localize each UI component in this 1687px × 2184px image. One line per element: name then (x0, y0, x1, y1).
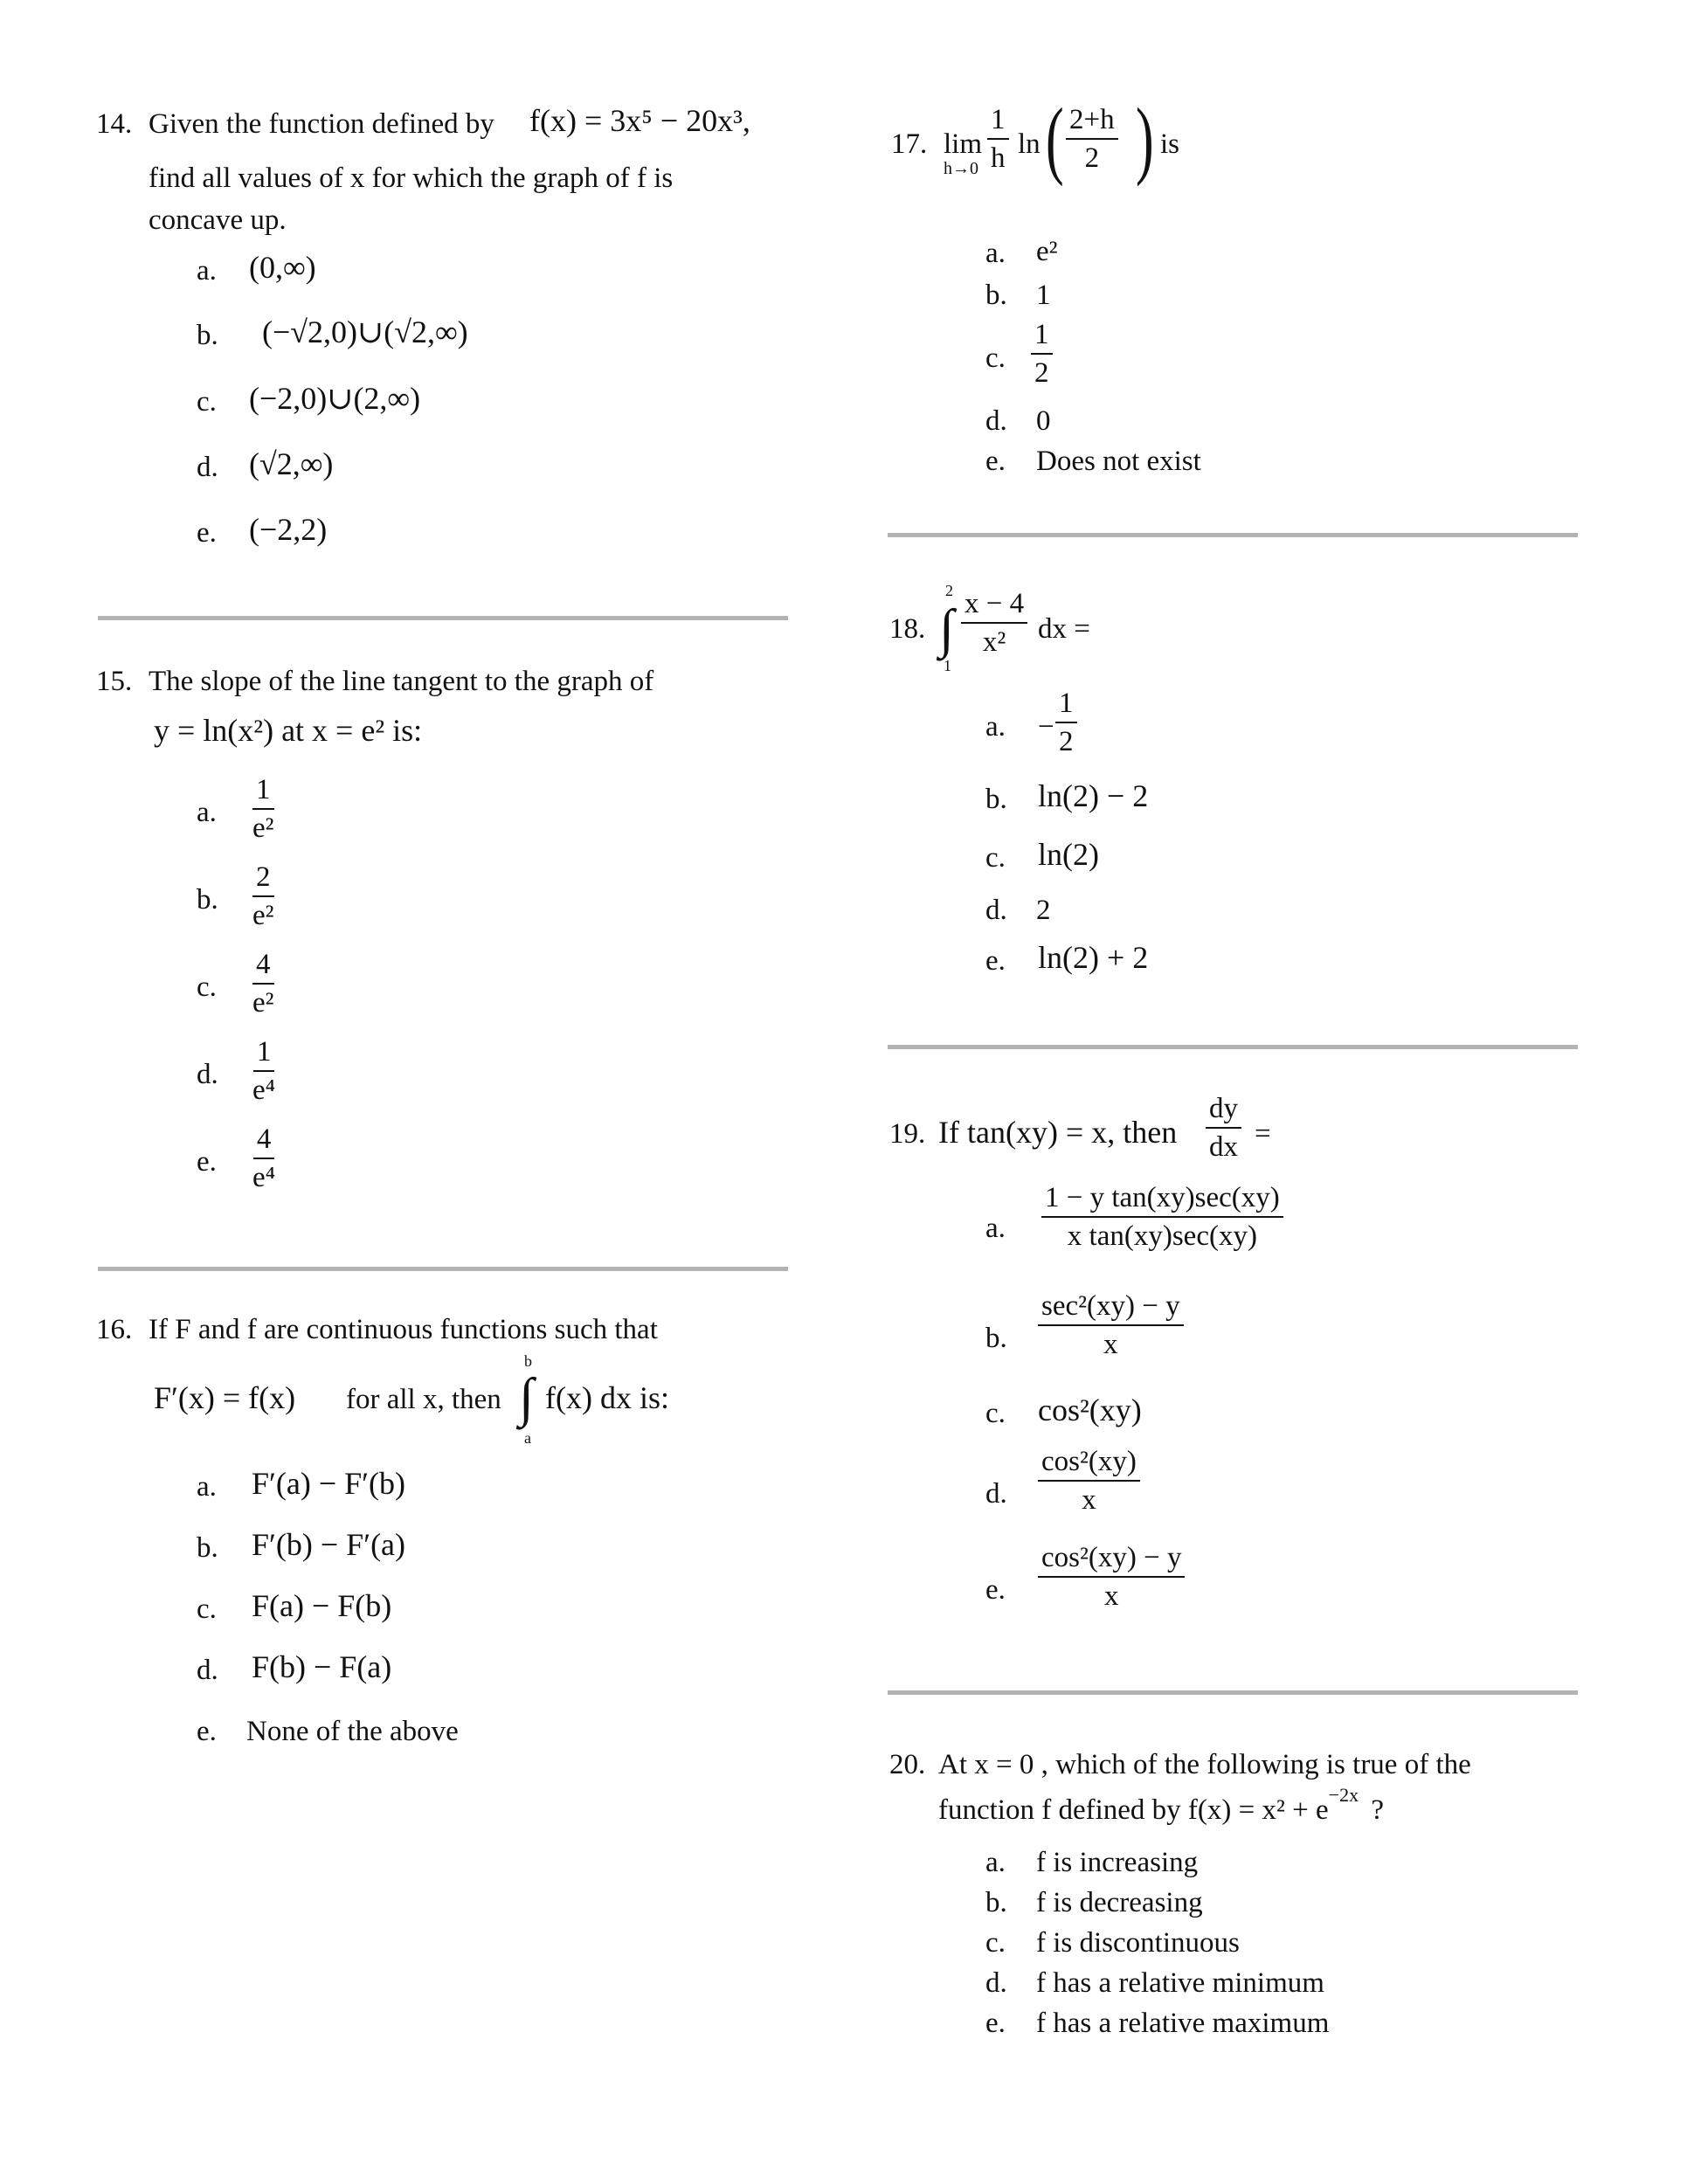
q15-option-b-label[interactable]: b. (197, 884, 218, 916)
q14-option-d-text[interactable]: (√2,∞) (249, 446, 334, 481)
q14-option-c-text[interactable]: (−2,0)∪(2,∞) (249, 381, 421, 416)
q18-option-b-label[interactable]: b. (985, 784, 1007, 815)
q18-option-c-label[interactable]: c. (985, 842, 1006, 874)
q18-option-d-label[interactable]: d. (985, 895, 1007, 926)
q19-number: 19. (889, 1118, 926, 1150)
fraction-numerator: cos²(xy) (1038, 1445, 1140, 1482)
q18-option-c-text[interactable]: ln(2) (1038, 837, 1099, 872)
q20-option-e-label[interactable]: e. (985, 2008, 1006, 2039)
fraction-numerator: x − 4 (961, 587, 1027, 624)
q14-option-b-label[interactable]: b. (197, 320, 218, 351)
q17-option-e-text[interactable]: Does not exist (1036, 446, 1201, 477)
q20-option-d-label[interactable]: d. (985, 1967, 1007, 1999)
q16-option-c-label[interactable]: c. (197, 1593, 217, 1625)
q14-option-e-label[interactable]: e. (197, 517, 217, 549)
divider (98, 1267, 788, 1271)
integral-sign-icon: ∫ (939, 599, 954, 659)
q16-stem-b2: for all x, then (346, 1384, 501, 1415)
fraction-denominator: x tan(xy)sec(xy) (1067, 1220, 1257, 1252)
q20-option-c-text[interactable]: f is discontinuous (1036, 1927, 1240, 1959)
fraction-denominator: x (1103, 1329, 1118, 1360)
q16-stem-a: If F and f are continuous functions such that (149, 1314, 658, 1345)
q19-stem-a: If tan(xy) = x, then (938, 1115, 1178, 1150)
fraction-denominator: x (1103, 1580, 1119, 1612)
fraction-numerator: 2 (252, 860, 274, 897)
q19-dy-dx-fraction (1206, 1092, 1241, 1164)
fraction-numerator: 1 (1055, 687, 1077, 723)
q15-option-a-fraction[interactable] (249, 773, 278, 845)
q18-option-e-label[interactable]: e. (985, 945, 1006, 977)
q17-is: is (1160, 128, 1180, 160)
q15-option-d-label[interactable]: d. (197, 1059, 218, 1090)
fraction-numerator: 1 (987, 103, 1009, 140)
q17-one-over-h (987, 103, 1009, 175)
q18-integrand-fraction (961, 587, 1027, 659)
q20-option-a-label[interactable]: a. (985, 1847, 1006, 1878)
q18-option-a-sign[interactable]: − (1038, 711, 1054, 743)
q20-option-b-label[interactable]: b. (985, 1887, 1007, 1918)
q15-option-a-label[interactable]: a. (197, 797, 217, 828)
fraction-numerator: 1 − y tan(xy)sec(xy) (1041, 1181, 1283, 1218)
q14-stem-a: Given the function defined by (149, 108, 494, 140)
q14-option-c-label[interactable]: c. (197, 386, 217, 418)
q18-option-d-text[interactable]: 2 (1036, 895, 1051, 926)
fraction-denominator: e² (252, 900, 274, 931)
q17-option-c-fraction[interactable] (1031, 318, 1053, 390)
fraction-denominator: 2 (1059, 726, 1074, 757)
q15-option-d-fraction[interactable] (249, 1035, 279, 1107)
q17-lim-subscript: h→0 (944, 159, 978, 178)
q17-option-a-text[interactable]: e² (1036, 236, 1058, 267)
q20-option-a-text[interactable]: f is increasing (1036, 1847, 1199, 1878)
q19-option-d-label[interactable]: d. (985, 1478, 1007, 1510)
q17-ln: ln (1018, 128, 1041, 160)
open-paren-icon: ( (1046, 92, 1064, 188)
fraction-numerator: 1 (252, 773, 274, 810)
close-paren-icon: ) (1136, 92, 1154, 188)
q16-option-e-label[interactable]: e. (197, 1716, 217, 1747)
integral-sign-icon: ∫ (519, 1368, 534, 1427)
q16-stem-b1: F′(x) = f(x) (154, 1380, 296, 1415)
q17-option-b-label[interactable]: b. (985, 280, 1007, 311)
q19-option-a-label[interactable]: a. (985, 1213, 1006, 1244)
q14-option-e-text[interactable]: (−2,2) (249, 512, 328, 547)
fraction-denominator: dx (1209, 1131, 1238, 1163)
q16-option-d-label[interactable]: d. (197, 1655, 218, 1686)
fraction-denominator: e² (252, 812, 274, 844)
q16-option-d-text[interactable]: F(b) − F(a) (252, 1649, 392, 1684)
divider (888, 1045, 1578, 1049)
q18-option-e-text[interactable]: ln(2) + 2 (1038, 940, 1149, 975)
q19-option-b-fraction[interactable] (1038, 1289, 1184, 1361)
q15-number: 15. (96, 666, 133, 697)
q16-option-a-text[interactable]: F′(a) − F′(b) (252, 1466, 406, 1501)
divider (888, 533, 1578, 537)
q20-stem-b-line (938, 1784, 1384, 1830)
q20-stem-c: ? (1371, 1794, 1384, 1826)
fraction-numerator: cos²(xy) − y (1038, 1541, 1185, 1578)
q19-option-a-fraction[interactable] (1041, 1181, 1283, 1253)
q14-option-b-text[interactable]: (−√2,0)∪(√2,∞) (262, 314, 468, 349)
q17-option-b-text[interactable]: 1 (1036, 280, 1051, 311)
q20-option-c-label[interactable]: c. (985, 1927, 1006, 1959)
q20-number: 20. (889, 1749, 926, 1780)
q17-number: 17. (891, 128, 928, 160)
q19-equals: = (1255, 1118, 1271, 1150)
fraction-denominator: h (991, 142, 1006, 174)
fraction-numerator: 1 (253, 1035, 275, 1072)
fraction-denominator: 2 (1034, 357, 1049, 389)
q19-option-d-fraction[interactable] (1038, 1445, 1140, 1517)
q15-option-c-fraction[interactable] (249, 948, 278, 1019)
q18-dx: dx = (1038, 613, 1090, 645)
fraction-numerator: 4 (253, 1123, 275, 1159)
fraction-denominator: e² (252, 987, 274, 1019)
fraction-denominator: e⁴ (252, 1075, 276, 1106)
q16-integral-lower: a (524, 1429, 531, 1447)
fraction-denominator: x (1082, 1484, 1096, 1516)
q15-option-b-fraction[interactable] (249, 860, 278, 932)
q18-lower-limit: 1 (944, 657, 951, 674)
q18-option-a-label[interactable]: a. (985, 711, 1006, 743)
q18-number: 18. (889, 613, 926, 645)
fraction-denominator: e⁴ (252, 1162, 276, 1193)
q16-option-e-text[interactable]: None of the above (246, 1716, 459, 1747)
fraction-numerator: dy (1206, 1092, 1241, 1129)
q14-stem-c: concave up. (149, 204, 287, 236)
q15-stem-a: The slope of the line tangent to the graph of (149, 666, 654, 697)
q14-number: 14. (96, 108, 133, 140)
q15-option-e-label[interactable]: e. (197, 1146, 217, 1178)
q19-option-e-label[interactable]: e. (985, 1574, 1006, 1606)
q19-option-e-fraction[interactable] (1038, 1541, 1185, 1613)
fraction-numerator: 1 (1031, 318, 1053, 355)
divider (98, 616, 788, 620)
q19-option-c-label[interactable]: c. (985, 1398, 1006, 1429)
q20-exponent: −2x (1328, 1784, 1359, 1806)
q16-option-c-text[interactable]: F(a) − F(b) (252, 1588, 392, 1623)
q15-option-e-fraction[interactable] (249, 1123, 279, 1194)
q16-integral-upper: b (524, 1352, 532, 1370)
fraction-numerator: sec²(xy) − y (1038, 1289, 1184, 1326)
fraction-denominator: 2 (1084, 142, 1100, 174)
fraction-denominator: x² (982, 626, 1006, 658)
q17-option-d-label[interactable]: d. (985, 405, 1007, 437)
q16-option-b-text[interactable]: F′(b) − F′(a) (252, 1527, 406, 1562)
q16-integrand: f(x) dx is: (545, 1380, 669, 1415)
q16-option-a-label[interactable]: a. (197, 1471, 217, 1503)
q19-option-b-label[interactable]: b. (985, 1323, 1007, 1354)
q14-stem-b: find all values of x for which the graph of f is (149, 162, 674, 194)
q20-stem-a: At x = 0 , which of the following is true of the (938, 1749, 1471, 1780)
q18-option-b-text[interactable]: ln(2) − 2 (1038, 778, 1149, 813)
q17-option-e-label[interactable]: e. (985, 446, 1006, 477)
q20-option-d-text[interactable]: f has a relative minimum (1036, 1967, 1324, 1999)
q15-option-c-label[interactable]: c. (197, 971, 217, 1003)
q14-option-a-label[interactable]: a. (197, 255, 217, 287)
q20-option-e-text[interactable]: f has a relative maximum (1036, 2008, 1330, 2039)
q18-option-a-fraction[interactable] (1055, 687, 1077, 758)
divider (888, 1690, 1578, 1695)
q15-stem-b: y = ln(x²) at x = e² is: (154, 713, 423, 748)
q20-option-b-text[interactable]: f is decreasing (1036, 1887, 1203, 1918)
q16-option-b-label[interactable]: b. (197, 1532, 218, 1564)
q18-upper-limit: 2 (945, 582, 953, 599)
q19-option-c-text[interactable]: cos²(xy) (1038, 1393, 1142, 1427)
q20-stem-b: function f defined by f(x) = x² + e (938, 1794, 1329, 1826)
q17-option-a-label[interactable]: a. (985, 238, 1006, 269)
fraction-numerator: 2+h (1066, 103, 1118, 140)
q17-inner-fraction (1066, 103, 1118, 175)
q17-option-d-text[interactable]: 0 (1036, 405, 1051, 437)
q14-option-a-text[interactable]: (0,∞) (249, 250, 316, 285)
q17-option-c-label[interactable]: c. (985, 342, 1006, 374)
q17-lim: lim (944, 128, 983, 160)
q16-number: 16. (96, 1314, 133, 1345)
fraction-numerator: 4 (252, 948, 274, 985)
q14-option-d-label[interactable]: d. (197, 452, 218, 483)
q14-formula: f(x) = 3x⁵ − 20x³, (529, 103, 750, 138)
